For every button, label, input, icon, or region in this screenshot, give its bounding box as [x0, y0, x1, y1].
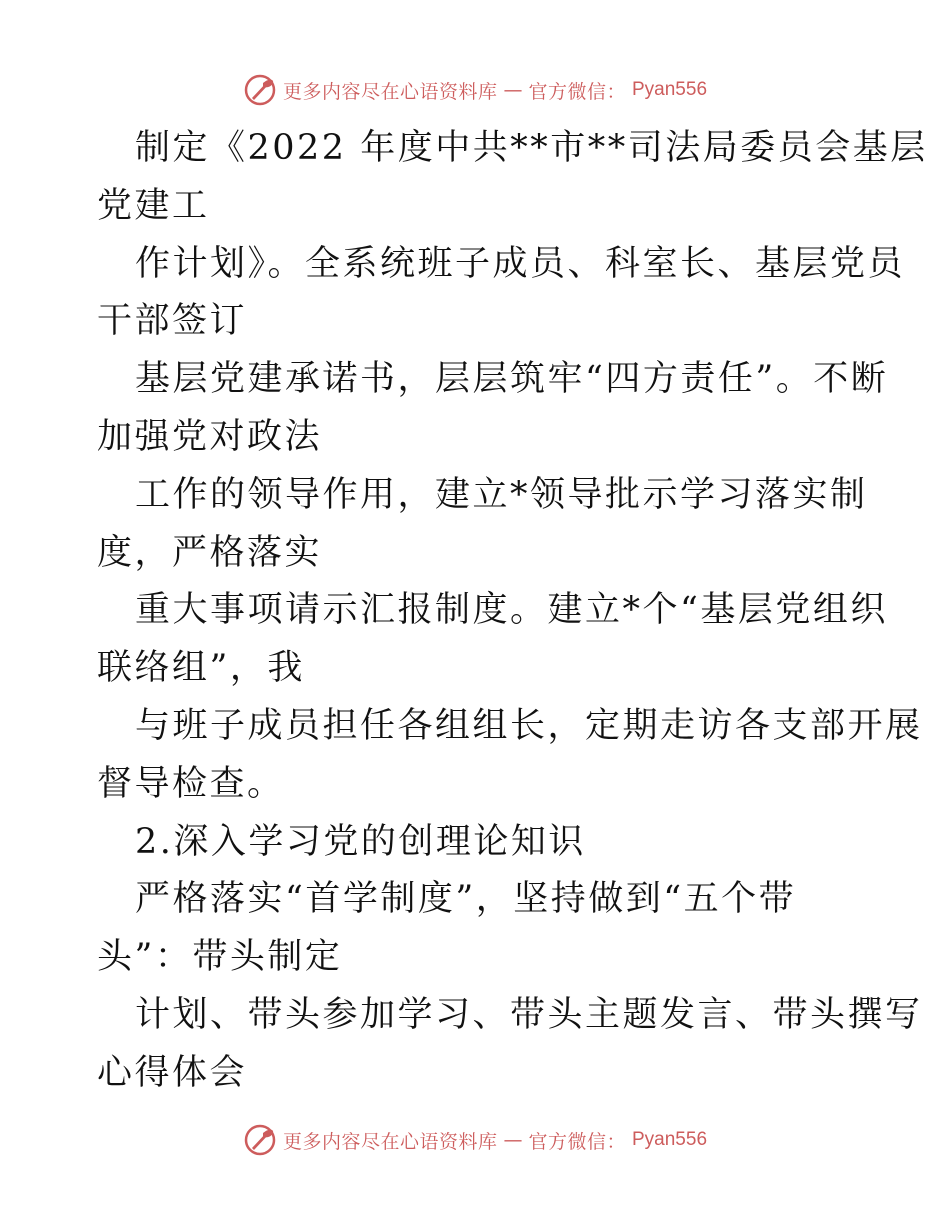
document-body — [97, 120, 928, 1103]
watermark-site-text: 更多内容尽在心语资料库 — [282, 1130, 498, 1153]
text-line: 严格落实“首学制度”，坚持做到“五个带 — [135, 879, 797, 920]
watermark-separator: — — [503, 79, 523, 101]
text-line: 重大事项请示汇报制度。建立*个“基层党组织 — [135, 590, 888, 631]
header-watermark — [0, 68, 950, 112]
text-line: 与班子成员担任各组组长，定期走访各支部开展 — [135, 705, 923, 746]
text-line: 心得体会 — [97, 1052, 248, 1093]
quill-logo-icon — [243, 1123, 277, 1157]
text-line: 度，严格落实 — [97, 532, 323, 573]
watermark-site-text: 更多内容尽在心语资料库 — [282, 80, 498, 103]
watermark-official-label: 官方微信： — [528, 1130, 626, 1153]
quill-logo-icon — [243, 73, 277, 107]
text-line: 加强党对政法 — [97, 416, 323, 457]
watermark-official-label: 官方微信： — [528, 80, 626, 103]
watermark-handle: Pyan556 — [632, 1129, 708, 1150]
text-line: 党建工 — [97, 185, 210, 226]
text-line: 工作的领导作用，建立*领导批示学习落实制 — [135, 474, 868, 515]
text-line: 基层党建承诺书，层层筑牢“四方责任”。不断 — [135, 359, 889, 400]
text-line: 计划、带头参加学习、带头主题发言、带头撰写 — [135, 994, 923, 1035]
text-line: 联络组”，我 — [97, 648, 305, 689]
text-line: 头”：带头制定 — [97, 937, 343, 978]
text-line: 作计划》。全系统班子成员、科室长、基层党员 — [135, 243, 906, 284]
text-line: 制定《2022 年度中共**市**司法局委员会基层 — [135, 128, 928, 168]
text-line: 干部签订 — [97, 301, 248, 342]
text-line: 督导检查。 — [97, 763, 285, 804]
footer-watermark — [0, 1118, 950, 1162]
watermark-handle: Pyan556 — [632, 79, 708, 100]
watermark-separator: — — [503, 1129, 523, 1151]
section-heading: 2.深入学习党的创理论知识 — [135, 821, 586, 862]
